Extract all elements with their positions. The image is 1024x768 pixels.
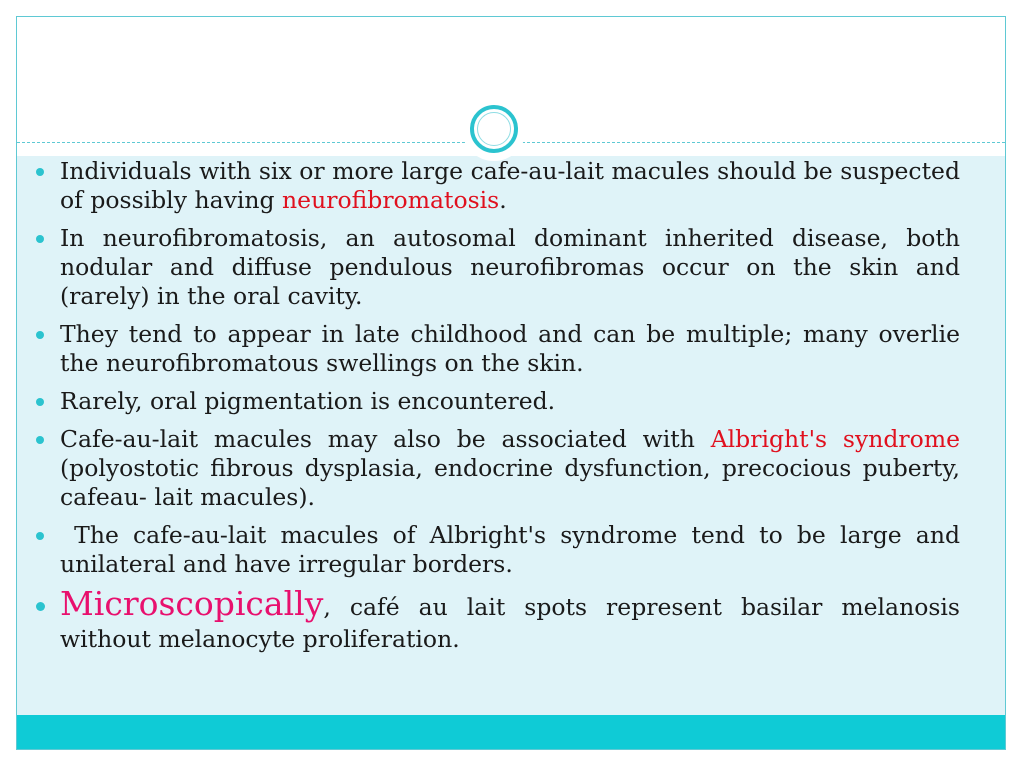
bullet-text: Cafe-au-lait macules may also be associated with: [60, 425, 711, 453]
bullet-item: [34, 320, 960, 378]
bullet-text: In neurofibromatosis, an autosomal dominant inherited disease, both nodular and diffuse pendulous neurofibromas occur on the skin and (rarely) in the oral cavity.: [60, 224, 960, 310]
bullet-text: , café au lait spots represent basilar melanosis without melanocyte proliferation.: [60, 593, 960, 653]
bullet-text: The cafe-au-lait macules of Albright's syndrome tend to be large and unilateral and have irregular borders.: [60, 521, 968, 578]
bullet-text: Rarely, oral pigmentation is encountered.: [60, 387, 556, 415]
bullet-dot-icon: [36, 398, 44, 406]
bullet-list: [34, 157, 968, 664]
bullet-item: [34, 425, 960, 512]
bullet-dot-icon: [36, 532, 44, 540]
footer-band: [17, 715, 1005, 749]
highlight-term: Microscopically: [60, 584, 324, 623]
highlight-term: Albright's syndrome: [710, 425, 961, 453]
bullet-item: [34, 387, 960, 416]
bullet-text: .: [499, 186, 507, 214]
bullet-dot-icon: [36, 602, 45, 611]
bullet-item: [34, 521, 968, 579]
bullet-dot-icon: [36, 331, 44, 339]
bullet-item: [34, 224, 960, 311]
circle-ornament-inner: [477, 112, 511, 146]
bullet-dot-icon: [36, 235, 44, 243]
bullet-dot-icon: [36, 168, 44, 176]
bullet-text: (polyostotic fibrous dysplasia, endocrine dysfunction, precocious puberty, cafeau- lait macules).: [60, 454, 960, 511]
bullet-dot-icon: [36, 436, 44, 444]
bullet-item: [34, 157, 960, 215]
bullet-text: Individuals with six or more large cafe-au-lait macules should be suspected of possibly having: [60, 157, 960, 214]
highlight-term: neurofibromatosis: [282, 186, 500, 214]
bullet-item: [34, 584, 960, 655]
bullet-text: They tend to appear in late childhood and can be multiple; many overlie the neurofibromatous swellings on the skin.: [60, 320, 960, 377]
